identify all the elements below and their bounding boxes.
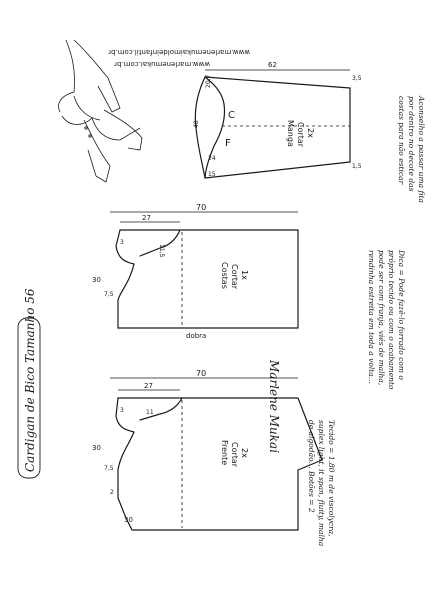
manga-front-letter: F — [225, 138, 231, 149]
manga-cap-a: 20,7 — [205, 74, 212, 88]
website-line-2: www.marlenemukaimoldeinfantil.com.br — [108, 48, 250, 56]
costas-bust-left: 30 — [92, 276, 101, 284]
advice-note-text: Aconselho a passar uma fita por dentro no decote das costas para não esticar — [397, 96, 426, 203]
tip-note-text: Dica = Pode fazê-lo forrado com o próprio tecido ou com o acabamento pode ser com franja, viés de malha, rendinha estreita em toda a volta... — [367, 250, 406, 390]
manga-top-right: 3,5 — [352, 75, 362, 82]
frente-length: 70 — [196, 369, 207, 378]
frente-label-3: 2x — [240, 448, 249, 458]
tip-note — [336, 250, 406, 400]
costas-half-width: 27 — [142, 214, 151, 222]
frente-bust-mid: 7,5 — [104, 465, 114, 472]
page-title: Cardigan de Bico Tamanho 56 — [23, 288, 37, 472]
manga-label-2: Cortar — [296, 122, 305, 148]
signature: Marlene Mukai — [267, 360, 281, 454]
frente-half-width: 27 — [144, 382, 153, 390]
frente-bottom-diag: 30 — [124, 516, 133, 524]
costas-neck-height: 3 — [120, 239, 124, 246]
costas-fold: dobra — [186, 332, 207, 340]
fabric-note — [276, 420, 336, 550]
manga-label-1: Manga — [286, 120, 295, 147]
manga-label-3: 2x — [306, 128, 315, 138]
manga-cuff-b: 24 — [208, 155, 216, 162]
manga-piece — [193, 61, 362, 178]
costas-bust-mid: 7,5 — [104, 291, 114, 298]
manga-length: 62 — [268, 61, 277, 69]
advice-note — [376, 96, 426, 216]
costas-length: 70 — [196, 203, 207, 212]
frente-label-1: Frente — [220, 440, 229, 466]
manga-cuff: 15 — [208, 171, 216, 178]
costas-label-1: Costas — [220, 262, 229, 289]
frente-bottom: 2 — [110, 489, 114, 496]
frente-bust-left: 30 — [92, 444, 101, 452]
costas-piece — [92, 203, 298, 340]
fabric-note-text: Tecido = 1.80 m de viscolycra, suplex light, it span, fluity, malha de algodão... Botões = 2 — [307, 420, 336, 547]
costas-shoulder: 11,5 — [158, 244, 165, 258]
frente-shoulder: 11 — [146, 409, 154, 416]
costas-label-2: Cortar — [230, 264, 239, 290]
costas-label-3: 1x — [240, 270, 249, 280]
manga-hem: 1,5 — [352, 163, 362, 170]
manga-cap-b: 48 — [193, 120, 200, 128]
website-line-1: www.marlenemukai.com.br — [114, 60, 210, 68]
frente-label-2: Cortar — [230, 442, 239, 468]
manga-back-letter: C — [228, 110, 235, 121]
frente-neck: 3 — [120, 407, 124, 414]
